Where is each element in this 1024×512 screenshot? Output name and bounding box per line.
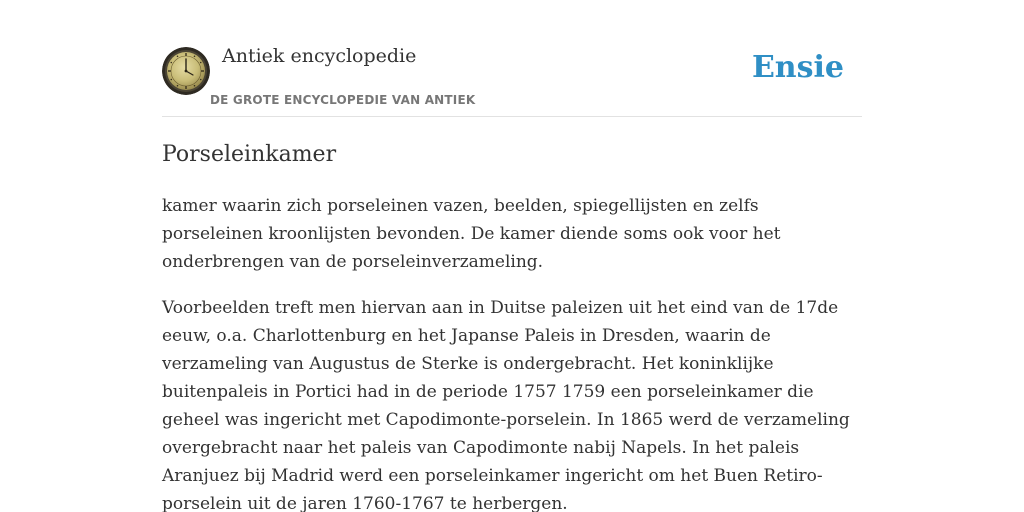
site-title-link[interactable]: Antiek encyclopedie bbox=[222, 45, 417, 67]
article-paragraph-2: Voorbeelden treft men hiervan aan in Duitse paleizen uit het eind van de 17de eeuw, o.a. Charlottenburg en het Japanse Paleis in Dresden, waarin de verzameling van Augustus de Sterke is ondergebracht. Het koninklijke buitenpaleis in Portici had in de periode 1757 1759 een porseleinkamer die geheel was ingericht met Capodimonte-porselein. In 1865 werd de verzameling overgebracht naar het paleis van Capodimonte nabij Napels. In het paleis Aranjuez bij Madrid werd een porseleinkamer ingericht om het Buen Retiro-porselein uit de jaren 1760-1767 te herbergen. bbox=[162, 298, 850, 512]
article-paragraph-1: kamer waarin zich porseleinen vazen, beelden, spiegellijsten en zelfs porseleinen kroonlijsten bevonden. De kamer diende soms ook voor het onderbrengen van de porseleinverzameling. bbox=[162, 196, 781, 272]
site-header bbox=[162, 0, 862, 117]
article bbox=[162, 140, 862, 512]
ensie-brand-link[interactable]: Ensie bbox=[751, 50, 844, 85]
site-logo[interactable] bbox=[162, 47, 210, 95]
page bbox=[162, 0, 862, 512]
site-tagline: DE GROTE ENCYCLOPEDIE VAN ANTIEK bbox=[210, 93, 476, 107]
antique-clock-icon bbox=[162, 47, 210, 95]
article-title: Porseleinkamer bbox=[162, 142, 337, 167]
